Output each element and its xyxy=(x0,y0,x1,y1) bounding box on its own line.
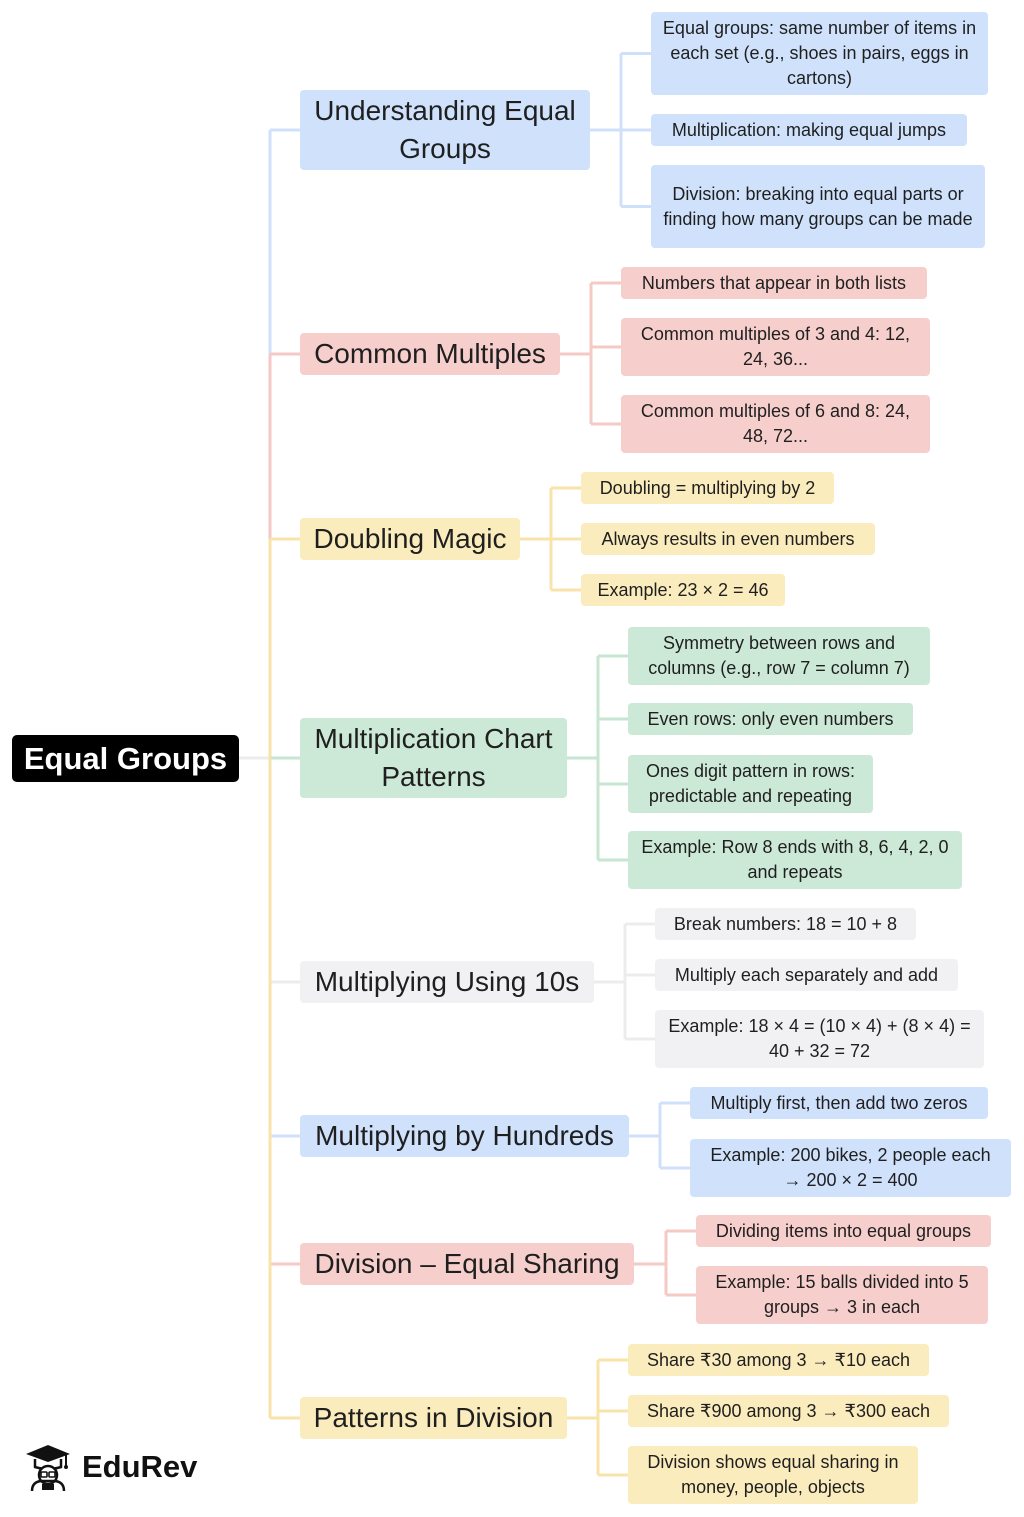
branch-multiplying-by-hundreds: Multiplying by Hundreds xyxy=(300,1115,629,1157)
branch-understanding-equal-groups: Understanding Equal Groups xyxy=(300,90,590,170)
leaf-node: Dividing items into equal groups xyxy=(696,1215,991,1247)
branch-common-multiples: Common Multiples xyxy=(300,333,560,375)
leaf-node: Common multiples of 6 and 8: 24, 48, 72... xyxy=(621,395,930,453)
leaf-node: Common multiples of 3 and 4: 12, 24, 36... xyxy=(621,318,930,376)
leaf-node: Multiply first, then add two zeros xyxy=(690,1087,988,1119)
leaf-node: Doubling = multiplying by 2 xyxy=(581,472,834,504)
branch-doubling-magic: Doubling Magic xyxy=(300,518,520,560)
leaf-node: Numbers that appear in both lists xyxy=(621,267,927,299)
leaf-node: Example: 200 bikes, 2 people each → 200 × 2 = 400 xyxy=(690,1139,1011,1197)
leaf-node: Even rows: only even numbers xyxy=(628,703,913,735)
leaf-node: Always results in even numbers xyxy=(581,523,875,555)
edurev-logo xyxy=(22,1442,197,1492)
graduation-cap-icon xyxy=(22,1442,74,1492)
leaf-node: Division: breaking into equal parts or finding how many groups can be made xyxy=(651,165,985,248)
leaf-node: Equal groups: same number of items in each set (e.g., shoes in pairs, eggs in cartons) xyxy=(651,12,988,95)
leaf-node: Share ₹30 among 3 → ₹10 each xyxy=(628,1344,929,1376)
logo-text: EduRev xyxy=(82,1449,198,1484)
leaf-node: Example: 23 × 2 = 46 xyxy=(581,574,785,606)
leaf-node: Multiplication: making equal jumps xyxy=(651,114,967,146)
leaf-node: Ones digit pattern in rows: predictable and repeating xyxy=(628,755,873,813)
branch-multiplication-chart-patterns: Multiplication Chart Patterns xyxy=(300,718,567,798)
branch-multiplying-using-10s: Multiplying Using 10s xyxy=(300,961,594,1003)
leaf-node: Share ₹900 among 3 → ₹300 each xyxy=(628,1395,949,1427)
leaf-node: Example: 18 × 4 = (10 × 4) + (8 × 4) = 40 + 32 = 72 xyxy=(655,1010,984,1068)
root-node: Equal Groups xyxy=(12,735,239,782)
branch-patterns-in-division: Patterns in Division xyxy=(300,1397,567,1439)
leaf-node: Break numbers: 18 = 10 + 8 xyxy=(655,908,916,940)
leaf-node: Division shows equal sharing in money, people, objects xyxy=(628,1446,918,1504)
branch-division-equal-sharing: Division – Equal Sharing xyxy=(300,1243,634,1285)
leaf-node: Example: Row 8 ends with 8, 6, 4, 2, 0 and repeats xyxy=(628,831,962,889)
leaf-node: Multiply each separately and add xyxy=(655,959,958,991)
leaf-node: Symmetry between rows and columns (e.g., row 7 = column 7) xyxy=(628,627,930,685)
leaf-node: Example: 15 balls divided into 5 groups → 3 in each xyxy=(696,1266,988,1324)
